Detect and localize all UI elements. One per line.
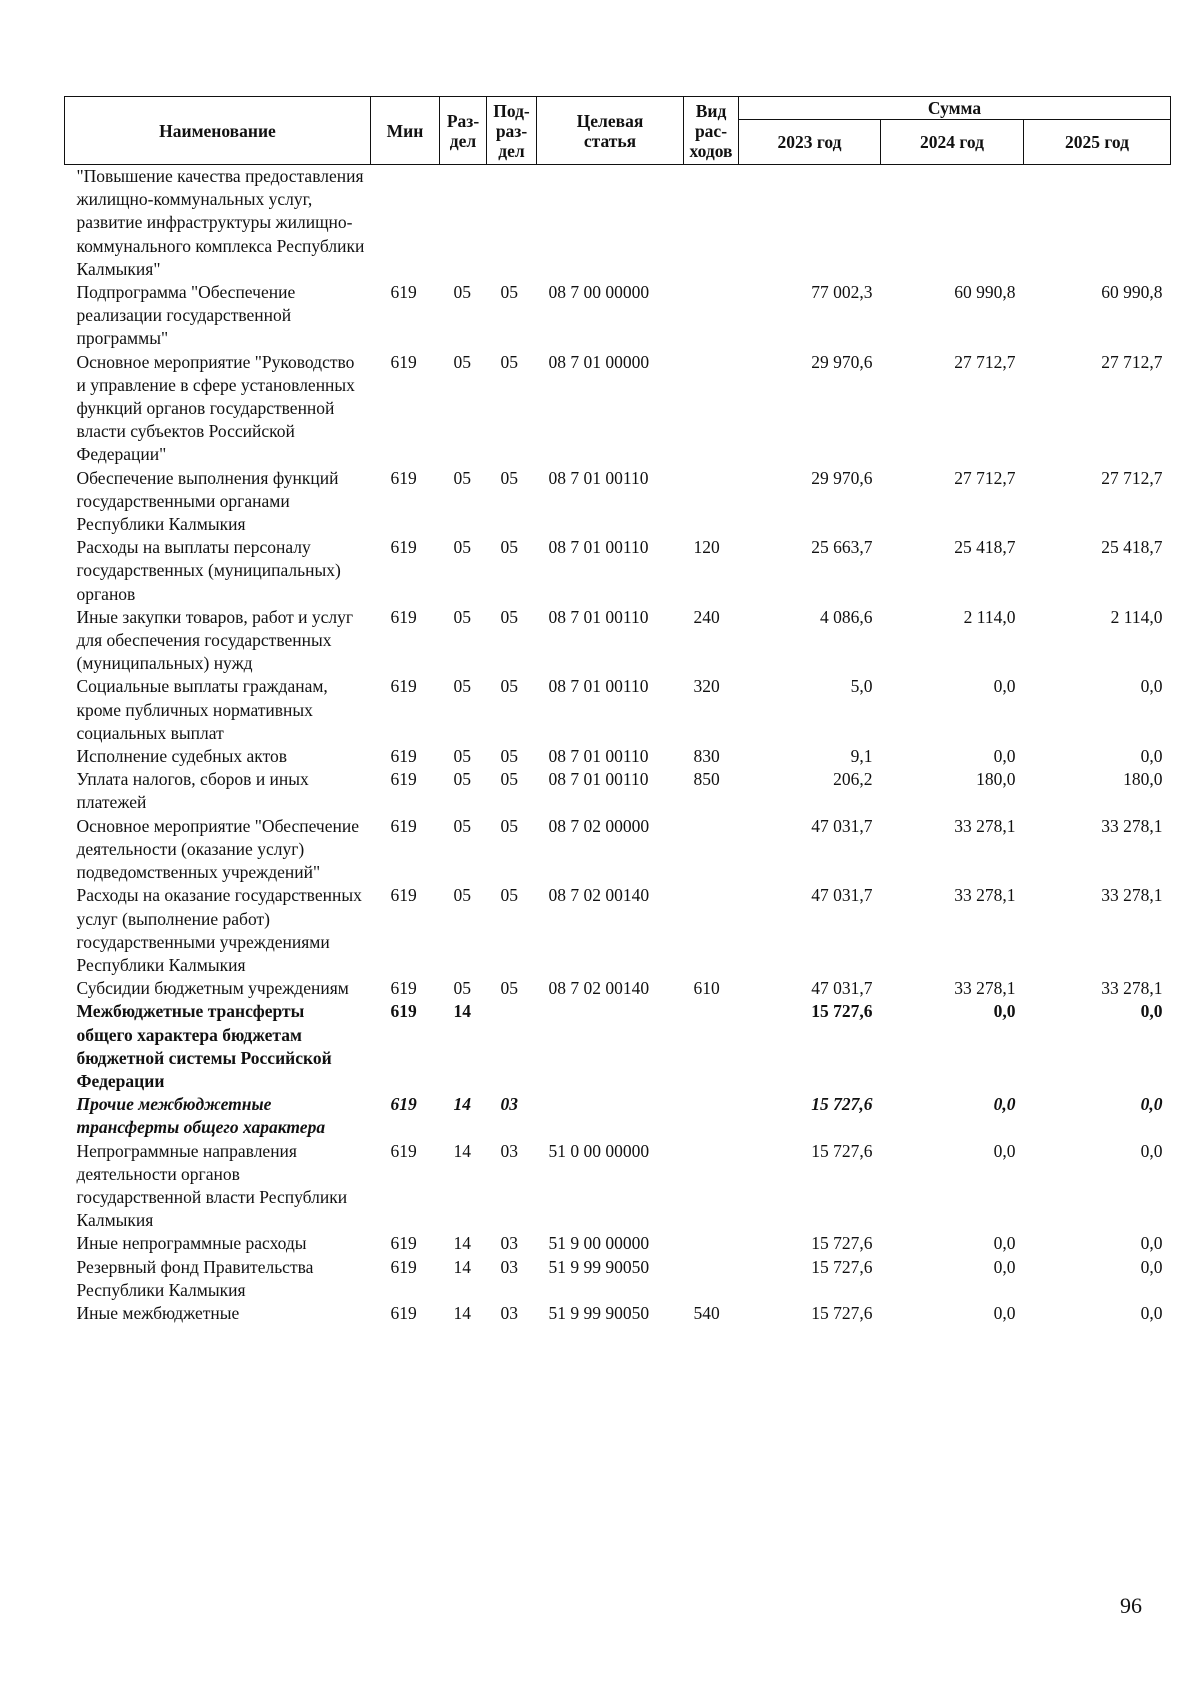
row-sum-2024: 0,0 <box>993 1302 1016 1323</box>
row-podrazdel: 03 <box>500 1233 518 1254</box>
row-sum-2023: 15 727,6 <box>811 1302 873 1323</box>
row-min: 619 <box>390 1302 417 1323</box>
row-podrazdel: 03 <box>500 1140 518 1161</box>
row-min: 619 <box>390 1094 417 1115</box>
row-name: Иные закупки товаров, работ и услуг для обеспечения государственных (муниципальных) нужд <box>76 606 354 674</box>
row-name: Иные непрограммные расходы <box>76 1233 307 1254</box>
row-podrazdel <box>487 1000 537 1093</box>
row-min: 619 <box>390 815 417 836</box>
row-sum-2025: 0,0 <box>1140 746 1163 767</box>
row-name: Подпрограмма "Обеспечение реализации государственной программы" <box>76 282 296 349</box>
row-min: 619 <box>390 282 417 303</box>
row-sum-2024: 0,0 <box>993 746 1016 767</box>
table-header <box>65 97 1171 165</box>
row-razdel: 05 <box>453 746 471 767</box>
header-vid-line: рас- <box>694 120 728 141</box>
row-sum-2024: 2 114,0 <box>963 606 1016 627</box>
row-sum-2025: 180,0 <box>1123 769 1163 790</box>
row-sum-2023: 47 031,7 <box>811 815 873 836</box>
row-min: 619 <box>390 467 417 488</box>
row-sum-2023: 206,2 <box>833 769 873 790</box>
row-min: 619 <box>390 769 417 790</box>
row-vid <box>684 1232 739 1255</box>
row-name: Резервный фонд Правительства Республики Калмыкия <box>76 1256 314 1300</box>
row-celevaya <box>537 1000 684 1093</box>
row-podrazdel: 05 <box>500 282 518 303</box>
row-name: Непрограммные направления деятельности органов государственной власти Республики Калмыкия <box>76 1140 348 1231</box>
header-podrazdel-line: дел <box>498 140 525 161</box>
row-sum-2023: 15 727,6 <box>811 1256 873 1277</box>
row-min: 619 <box>390 537 417 558</box>
row-name: "Повышение качества предоставления жилищно-коммунальных услуг, развитие инфраструктуры жилищно-коммунального комплекса Республики Калмыкия" <box>76 166 365 279</box>
row-podrazdel: 03 <box>500 1256 518 1277</box>
row-celevaya: 51 0 00 00000 <box>548 1140 650 1161</box>
row-sum-2024: 0,0 <box>993 1001 1016 1022</box>
row-podrazdel: 05 <box>500 351 518 372</box>
row-sum-2025: 0,0 <box>1140 1233 1163 1254</box>
header-celevaya-line: Целевая <box>576 110 644 131</box>
row-sum-2025: 0,0 <box>1140 1140 1163 1161</box>
row-sum-2024: 0,0 <box>993 1256 1016 1277</box>
row-sum-2025: 27 712,7 <box>1101 351 1163 372</box>
row-podrazdel <box>487 165 537 282</box>
row-sum-2025: 33 278,1 <box>1101 978 1163 999</box>
header-year-2024: 2024 год <box>881 120 1024 165</box>
row-celevaya: 08 7 01 00000 <box>548 351 650 372</box>
row-razdel: 14 <box>453 1140 471 1161</box>
table-row <box>65 1093 1171 1139</box>
row-min: 619 <box>390 1233 417 1254</box>
budget-table <box>64 96 1171 1325</box>
row-sum-2024: 27 712,7 <box>954 467 1016 488</box>
row-sum-2025: 2 114,0 <box>1110 606 1163 627</box>
row-name: Расходы на выплаты персоналу государственных (муниципальных) органов <box>76 537 341 604</box>
row-min: 619 <box>390 606 417 627</box>
row-podrazdel: 03 <box>500 1094 518 1115</box>
row-razdel: 14 <box>453 1233 471 1254</box>
row-name: Основное мероприятие "Руководство и управление в сфере установленных функций органов государственной власти субъектов Российской Федерации" <box>76 351 355 465</box>
row-name: Прочие межбюджетные трансферты общего характера <box>76 1094 326 1138</box>
row-vid <box>684 467 739 537</box>
row-razdel: 14 <box>453 1256 471 1277</box>
row-celevaya: 08 7 01 00110 <box>548 606 649 627</box>
row-celevaya <box>537 165 684 282</box>
row-razdel: 05 <box>453 885 471 906</box>
table-row <box>65 745 1171 768</box>
row-sum-2024: 33 278,1 <box>954 815 1016 836</box>
row-celevaya: 08 7 02 00140 <box>548 978 650 999</box>
row-razdel: 05 <box>453 537 471 558</box>
row-razdel: 05 <box>453 282 471 303</box>
row-sum-2025: 0,0 <box>1140 676 1163 697</box>
row-sum-2023: 15 727,6 <box>811 1001 873 1022</box>
row-podrazdel: 05 <box>500 769 518 790</box>
header-celevaya-line: статья <box>583 130 637 151</box>
row-razdel: 05 <box>453 351 471 372</box>
row-min: 619 <box>390 1140 417 1161</box>
table-row <box>65 1000 1171 1093</box>
row-sum-2023: 25 663,7 <box>811 537 873 558</box>
row-celevaya <box>537 1093 684 1139</box>
row-sum-2025: 60 990,8 <box>1101 282 1163 303</box>
row-sum-2023 <box>739 165 881 282</box>
row-podrazdel: 05 <box>500 467 518 488</box>
row-sum-2023: 29 970,6 <box>811 467 873 488</box>
header-celevaya <box>537 97 684 165</box>
row-razdel: 05 <box>453 606 471 627</box>
table-row <box>65 281 1171 351</box>
row-razdel: 05 <box>453 769 471 790</box>
row-min: 619 <box>390 351 417 372</box>
header-podrazdel-line: Под- <box>493 100 530 121</box>
row-min: 619 <box>390 885 417 906</box>
header-razdel-line: дел <box>449 130 477 151</box>
row-vid: 540 <box>693 1302 720 1323</box>
row-name: Социальные выплаты гражданам, кроме публичных нормативных социальных выплат <box>76 676 328 743</box>
row-celevaya: 08 7 01 00110 <box>548 746 649 767</box>
table-row <box>65 467 1171 537</box>
row-sum-2024 <box>881 165 1024 282</box>
table-row <box>65 1140 1171 1233</box>
header-summa: Сумма <box>739 97 1171 120</box>
header-razdel <box>440 97 487 165</box>
row-celevaya: 08 7 01 00110 <box>548 537 649 558</box>
row-sum-2025: 0,0 <box>1140 1256 1163 1277</box>
row-sum-2023: 15 727,6 <box>811 1094 873 1115</box>
row-razdel: 14 <box>453 1001 471 1022</box>
row-sum-2024: 0,0 <box>993 1233 1016 1254</box>
row-sum-2023: 15 727,6 <box>811 1233 873 1254</box>
header-podrazdel-line: раз- <box>495 120 528 141</box>
row-sum-2025 <box>1024 165 1171 282</box>
row-sum-2025: 0,0 <box>1140 1302 1163 1323</box>
row-celevaya: 08 7 02 00000 <box>548 815 650 836</box>
header-year-2025: 2025 год <box>1024 120 1171 165</box>
row-sum-2024: 33 278,1 <box>954 885 1016 906</box>
header-vid-line: Вид <box>695 100 727 121</box>
row-celevaya: 08 7 01 00110 <box>548 769 649 790</box>
row-min: 619 <box>390 746 417 767</box>
row-sum-2024: 0,0 <box>993 676 1016 697</box>
row-sum-2025: 0,0 <box>1140 1094 1163 1115</box>
row-vid: 320 <box>693 676 720 697</box>
row-sum-2024: 0,0 <box>993 1094 1016 1115</box>
row-celevaya: 08 7 01 00110 <box>548 676 649 697</box>
row-celevaya: 51 9 99 90050 <box>548 1302 650 1323</box>
row-vid <box>684 1256 739 1302</box>
table-row <box>65 1256 1171 1302</box>
row-razdel: 05 <box>453 815 471 836</box>
row-vid: 850 <box>693 769 720 790</box>
row-vid <box>684 1000 739 1093</box>
table-row <box>65 606 1171 676</box>
header-year-2023: 2023 год <box>739 120 881 165</box>
row-sum-2023: 47 031,7 <box>811 978 873 999</box>
row-vid <box>684 281 739 351</box>
row-razdel: 05 <box>453 978 471 999</box>
row-min: 619 <box>390 676 417 697</box>
row-min <box>371 165 440 282</box>
header-name: Наименование <box>65 97 371 165</box>
row-celevaya: 08 7 01 00110 <box>548 467 649 488</box>
page-number: 96 <box>1120 1593 1142 1618</box>
row-razdel <box>440 165 487 282</box>
row-sum-2023: 15 727,6 <box>811 1140 873 1161</box>
row-name: Основное мероприятие "Обеспечение деятельности (оказание услуг) подведомственных учреждений" <box>76 815 359 883</box>
header-vid <box>684 97 739 165</box>
row-vid: 610 <box>693 978 720 999</box>
row-sum-2024: 27 712,7 <box>954 351 1016 372</box>
row-vid: 830 <box>693 746 720 767</box>
table-row <box>65 815 1171 885</box>
row-razdel: 05 <box>453 676 471 697</box>
header-razdel-line: Раз- <box>446 110 480 131</box>
table-row <box>65 165 1171 282</box>
row-razdel: 14 <box>453 1094 471 1115</box>
row-vid <box>684 165 739 282</box>
row-podrazdel: 05 <box>500 815 518 836</box>
row-name: Исполнение судебных актов <box>76 746 288 767</box>
row-podrazdel: 05 <box>500 978 518 999</box>
row-razdel: 05 <box>453 467 471 488</box>
row-min: 619 <box>390 1256 417 1277</box>
row-sum-2025: 33 278,1 <box>1101 815 1163 836</box>
table-row <box>65 351 1171 467</box>
row-sum-2024: 0,0 <box>993 1140 1016 1161</box>
row-min: 619 <box>390 978 417 999</box>
row-sum-2023: 5,0 <box>850 676 873 697</box>
row-sum-2025: 0,0 <box>1140 1001 1163 1022</box>
row-podrazdel: 05 <box>500 746 518 767</box>
header-podrazdel <box>487 97 537 165</box>
row-name: Межбюджетные трансферты общего характера бюджетам бюджетной системы Российской Федерации <box>76 1001 332 1091</box>
row-sum-2023: 77 002,3 <box>811 282 873 303</box>
table-row <box>65 536 1171 606</box>
row-name: Обеспечение выполнения функций государственными органами Республики Калмыкия <box>76 467 339 535</box>
table-body <box>65 165 1171 1326</box>
row-sum-2023: 9,1 <box>850 746 873 767</box>
row-podrazdel: 03 <box>500 1302 518 1323</box>
row-vid: 120 <box>693 537 720 558</box>
header-vid-line: ходов <box>689 140 733 161</box>
row-name: Субсидии бюджетным учреждениям <box>76 978 349 999</box>
row-podrazdel: 05 <box>500 537 518 558</box>
row-sum-2023: 47 031,7 <box>811 885 873 906</box>
row-celevaya: 08 7 00 00000 <box>548 282 650 303</box>
row-vid <box>684 351 739 467</box>
row-razdel: 14 <box>453 1302 471 1323</box>
row-podrazdel: 05 <box>500 676 518 697</box>
table-row <box>65 768 1171 814</box>
row-vid: 240 <box>693 606 720 627</box>
row-min: 619 <box>390 1001 417 1022</box>
row-celevaya: 08 7 02 00140 <box>548 885 650 906</box>
row-podrazdel: 05 <box>500 885 518 906</box>
table-row <box>65 977 1171 1000</box>
row-podrazdel: 05 <box>500 606 518 627</box>
row-vid <box>684 1093 739 1139</box>
row-sum-2025: 25 418,7 <box>1101 537 1163 558</box>
row-celevaya: 51 9 00 00000 <box>548 1233 650 1254</box>
row-name: Иные межбюджетные <box>76 1302 240 1323</box>
row-sum-2023: 29 970,6 <box>811 351 873 372</box>
table-row <box>65 1302 1171 1325</box>
table-row <box>65 884 1171 977</box>
row-celevaya: 51 9 99 90050 <box>548 1256 650 1277</box>
row-name: Уплата налогов, сборов и иных платежей <box>76 769 309 813</box>
row-vid <box>684 815 739 885</box>
row-sum-2023: 4 086,6 <box>820 606 873 627</box>
row-sum-2024: 60 990,8 <box>954 282 1016 303</box>
header-min: Мин <box>371 97 440 165</box>
row-name: Расходы на оказание государственных услуг (выполнение работ) государственными учреждениями Республики Калмыкия <box>76 885 362 975</box>
row-sum-2025: 27 712,7 <box>1101 467 1163 488</box>
row-vid <box>684 1140 739 1233</box>
table-row <box>65 675 1171 745</box>
row-sum-2024: 180,0 <box>976 769 1016 790</box>
row-sum-2024: 33 278,1 <box>954 978 1016 999</box>
row-sum-2024: 25 418,7 <box>954 537 1016 558</box>
row-sum-2025: 33 278,1 <box>1101 885 1163 906</box>
row-vid <box>684 884 739 977</box>
table-row <box>65 1232 1171 1255</box>
